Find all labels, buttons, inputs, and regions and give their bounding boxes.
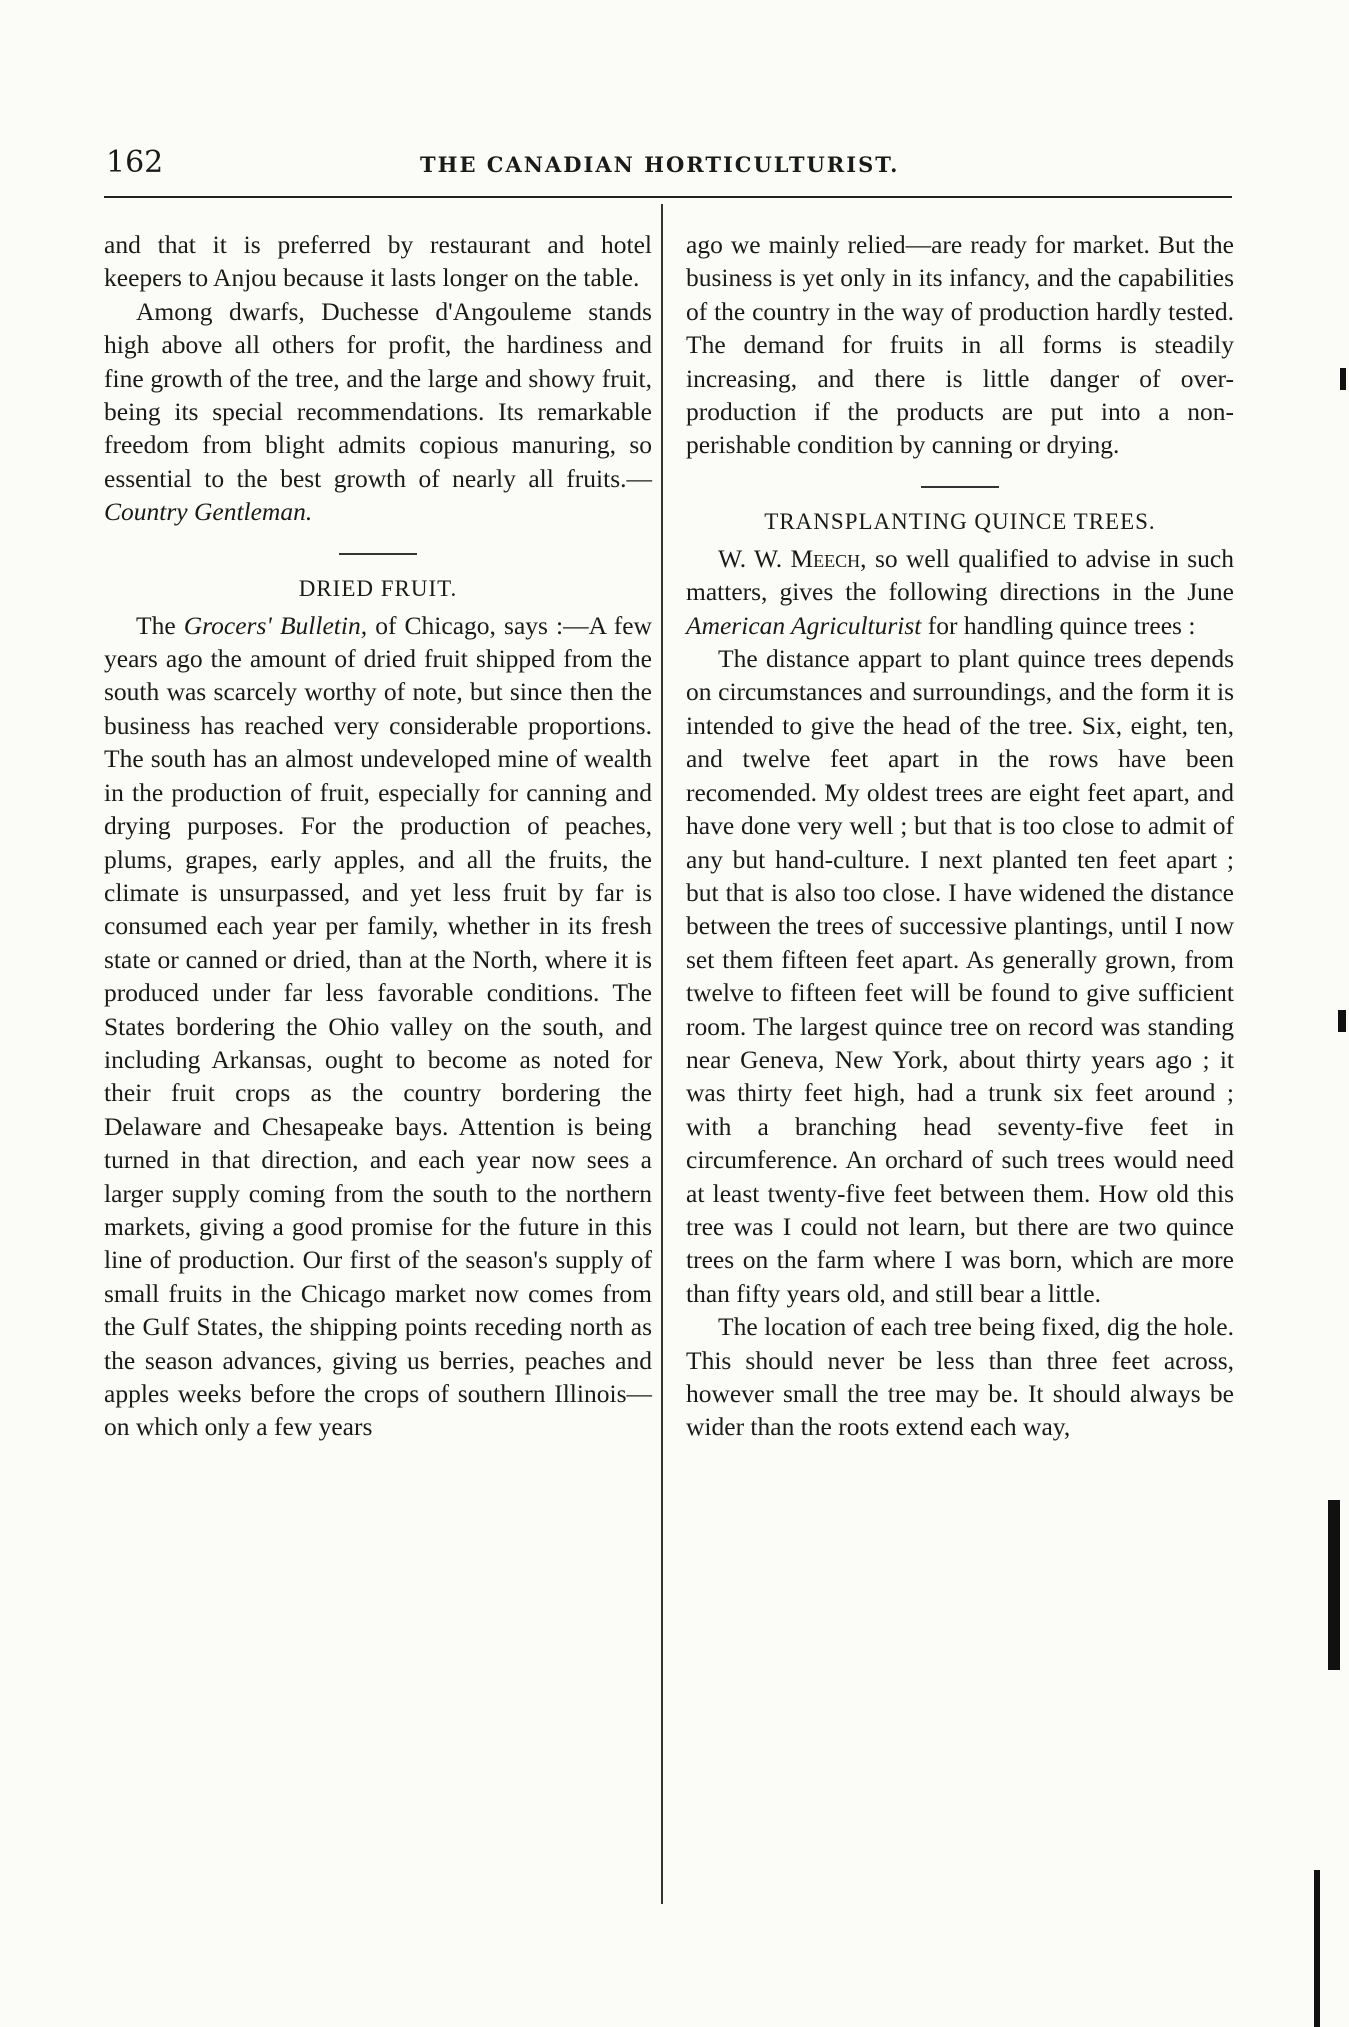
scan-mark (1338, 1010, 1346, 1032)
paragraph-continuation: and that it is preferred by restaurant and hotel keepers to Anjou because it lasts longer on the table. (104, 230, 652, 293)
running-head: THE CANADIAN HORTICULTURIST. (420, 152, 900, 177)
dried-intro-2: of Chicago, says :—A few years ago the amount of dried fruit shipped from the south was scarcely worthy of note, but since then the business has reached very considerable proportions. The south has an almost undeveloped mine of wealth in the production of fruit, especially for canning and drying purposes. For the production of peaches, plums, grapes, early apples, and all the fruits, the climate is unsurpassed, and yet less fruit by far is consumed each year per family, whether in its fresh state or canned or dried, than at the North, where it is produced under far less favorable conditions. The States bordering the Ohio valley on the south, and including Arkansas, ought to become as noted for their fruit crops as the country bordering the Delaware and Chesapeake bays. Attention is being turned in that direction, and each year now sees a larger supply coming from the south to the northern markets, giving a good promise for the future in this line of production. Our first of the season's supply of small fruits in the Chicago market now comes from the Gulf States, the shipping points receding north as the season advances, giving us berries, peaches and apples weeks before the crops of southern Illinois—on which only a few years (104, 610, 652, 1442)
scan-mark (1328, 1500, 1340, 1670)
paragraph-dwarfs-text: Among dwarfs, Duchesse d'Angouleme stands high above all others for profit, the hardiness and fine growth of the tree, and the large and showy fruit, being its special recommendations. Its remarkable freedom from blight admits copious manuring, so essential to the best growth of nearly all fruits.— (104, 296, 652, 493)
author-name: W. W. Meech, (718, 543, 867, 573)
paragraph-dwarfs (104, 295, 652, 529)
intro-text-1: so well qualified to advise in such matters, gives the following directions in the June (686, 543, 1235, 607)
publication-name-right: American Agriculturist (686, 610, 922, 640)
intro-text-2: for handling quince trees : (921, 610, 1196, 640)
page-number: 162 (106, 145, 164, 180)
source-citation: Country Gentleman. (104, 497, 313, 527)
header-rule (104, 196, 1232, 198)
paragraph-intro-quince (686, 542, 1234, 642)
paragraph-continuation-right: ago we mainly relied—are ready for market. But the business is yet only in its infancy, and the capabilities of the country in the way of production hardly tested. The demand for fruits in all forms is steadily increasing, and there is little danger of over-production if the products are put into a non-perishable condition by canning or drying. (686, 230, 1234, 460)
right-column (686, 228, 1234, 1444)
heading-transplanting-quince: TRANSPLANTING QUINCE TREES. (764, 508, 1156, 534)
heading-dried-fruit: DRIED FRUIT. (298, 575, 458, 601)
paragraph-location: The location of each tree being fixed, dig the hole. This should never be less than three feet across, however small the tree may be. It should always be wider than the roots extend each way, (686, 1312, 1234, 1442)
dried-intro-1: The (136, 610, 184, 640)
left-column (104, 228, 652, 1444)
scan-mark (1314, 1870, 1320, 2027)
paragraph-distance: The distance appart to plant quince trees depends on circumstances and surroundings, and the form it is intended to give the head of the tree. Six, eight, ten, and twelve feet apart in the rows have been recomended. My oldest trees are eight feet apart, and have done very well ; but that is too close to admit of any but hand-culture. I next planted ten feet apart ; but that is also too close. I have widened the distance between the trees of successive plantings, until I now set them fifteen feet apart. As generally grown, from twelve to fifteen feet will be found to give sufficient room. The largest quince tree on record was standing near Geneva, New York, about thirty years ago ; it was thirty feet high, had a trunk six feet around ; with a branching head seventy-five feet in circumference. An orchard of such trees would need at least twenty-five feet between them. How old this tree was I could not learn, but there are two quince trees on the farm where I was born, which are more than fifty years old, and still bear a little. (686, 644, 1234, 1308)
column-divider (661, 204, 663, 1904)
publication-name: Grocers' Bulletin, (183, 610, 368, 640)
paragraph-dried-fruit (104, 609, 652, 1444)
scan-mark (1340, 368, 1346, 390)
